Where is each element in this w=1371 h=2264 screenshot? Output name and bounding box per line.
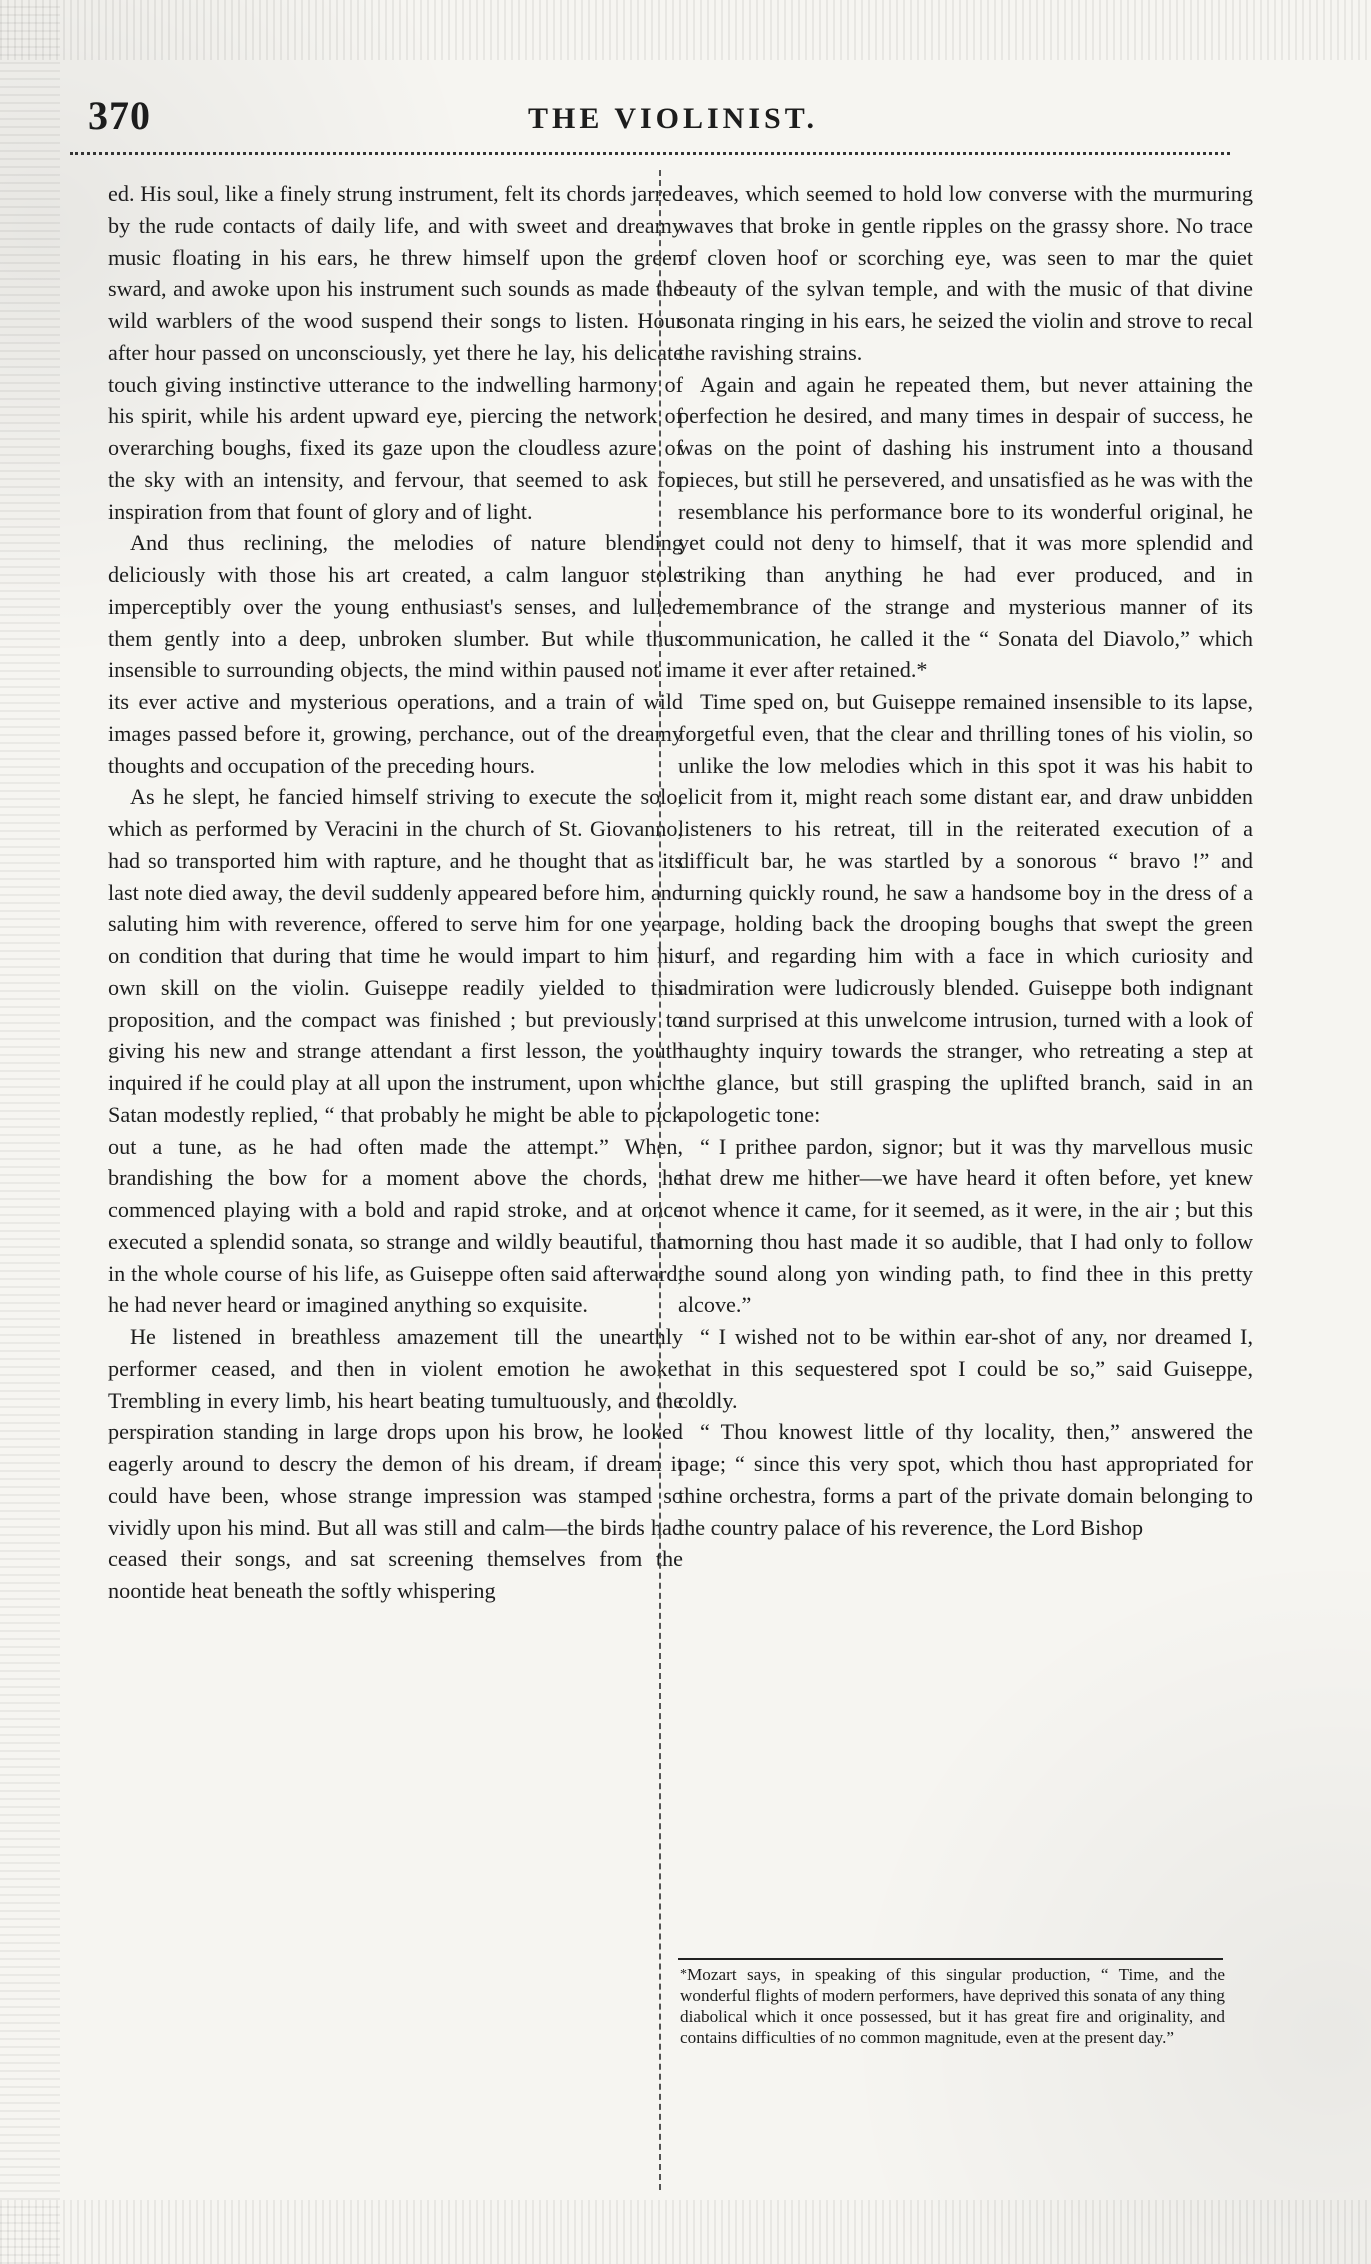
footnote — [680, 1964, 1225, 2048]
footnote-text: Mozart says, in speaking of this singular production, “ Time, and the wonderful flights of modern performers, have deprived this sonata of any thing diabolical which it once possessed, but it has great fire and originality, and contains difficulties of no common magnitude, even at the present day.” — [680, 1965, 1225, 2047]
paragraph: And thus reclining, the melodies of nature blending deliciously with those his art created, a calm languor stole imperceptibly over the young enthusiast's senses, and lulled them gently into a deep, unbroken slumber. But while thus insensible to surrounding objects, the mind within paused not in its ever active and mysterious operations, and a train of wild images passed before it, growing, perchance, out of the dreamy thoughts and occupation of the preceding hours. — [108, 530, 683, 778]
scan-noise-bottom — [0, 2200, 1371, 2264]
page-header — [88, 92, 1228, 144]
scan-noise-left — [0, 0, 60, 2264]
paragraph: “ I wished not to be within ear-shot of any, nor dreamed I, that in this sequestered spot I could be so,” said Guiseppe, coldly. — [678, 1324, 1253, 1413]
paragraph: Again and again he repeated them, but never attaining the perfection he desired, and many times in despair of success, he was on the point of dashing his instrument into a thousand pieces, but still he persevered, and unsatisfied as he was with the resemblance his performance bore to its wonderful original, he yet could not deny to himself, that it was more splendid and striking than anything he had ever produced, and in remembrance of the strange and mysterious manner of its communication, he called it the “ Sonata del Diavolo,” which name it ever after retained.* — [678, 371, 1253, 683]
footnote-rule — [678, 1958, 1223, 1960]
running-title: THE VIOLINIST. — [528, 102, 818, 135]
footnote-mark: * — [680, 1967, 687, 1982]
header-rule — [70, 152, 1230, 155]
paragraph: “ Thou knowest little of thy locality, then,” answered the page; “ since this very spot, which thou hast appropriated for thine orchestra, forms a part of the private domain belonging to the country palace of his reverence, the Lord Bishop — [678, 1419, 1253, 1540]
paragraph: “ I prithee pardon, signor; but it was thy marvellous music that drew me hither—we have heard it often before, yet knew not whence it came, for it seemed, as it were, in the air ; but this morning thou hast made it so audible, that I had only to follow the sound along yon winding path, to find thee in this pretty alcove.” — [678, 1133, 1253, 1318]
page-number: 370 — [88, 93, 151, 138]
left-column — [108, 178, 683, 1607]
column-divider — [659, 170, 661, 2190]
right-column — [678, 178, 1253, 1543]
paragraph: He listened in breathless amazement till the unearthly performer ceased, and then in violent emotion he awoke. Trembling in every limb, his heart beating tumultuously, and the perspiration standing in large drops upon his brow, he looked eagerly around to descry the demon of his dream, if dream it could have been, whose strange impression was stamped so vividly upon his mind. But all was still and calm—the birds had ceased their songs, and sat screening themselves from the noontide heat beneath the softly whispering — [108, 1324, 683, 1603]
paragraph: Time sped on, but Guiseppe remained insensible to its lapse, forgetful even, that the clear and thrilling tones of his violin, so unlike the low melodies which in this spot it was his habit to elicit from it, might reach some distant ear, and draw unbidden listeners to his retreat, till in the reiterated execution of a difficult bar, he was startled by a sonorous “ bravo !” and turning quickly round, he saw a handsome boy in the dress of a page, holding back the drooping boughs that swept the green turf, and regarding him with a face in which curiosity and admiration were ludicrously blended. Guiseppe both indignant and surprised at this unwelcome intrusion, turned with a look of haughty inquiry towards the stranger, who retreating a step at the glance, but still grasping the uplifted branch, said in an apologetic tone: — [678, 689, 1253, 1127]
scan-noise-top — [0, 0, 1371, 60]
paragraph: As he slept, he fancied himself striving to execute the solo, which as performed by Veracini in the church of St. Giovanno, had so transported him with rapture, and he thought that as its last note died away, the devil suddenly appeared before him, and saluting him with reverence, offered to serve him for one year, on condition that during that time he would impart to him his own skill on the violin. Guiseppe readily yielded to this proposition, and the compact was finished ; but previously to giving his new and strange attendant a first lesson, the youth inquired if he could play at all upon the instrument, upon which Satan modestly replied, “ that probably he might be able to pick out a tune, as he had often made the attempt.” When, brandishing the bow for a moment above the chords, he commenced playing with a bold and rapid stroke, and at once executed a splendid sonata, so strange and wildly beautiful, that in the whole course of his life, as Guiseppe often said afterward, he had never heard or imagined anything so exquisite. — [108, 784, 683, 1318]
paragraph: leaves, which seemed to hold low converse with the murmuring waves that broke in gentle ripples on the grassy shore. No trace of cloven hoof or scorching eye, was seen to mar the quiet beauty of the sylvan temple, and with the music of that divine sonata ringing in his ears, he seized the violin and strove to recal the ravishing strains. — [678, 181, 1253, 365]
paragraph: ed. His soul, like a finely strung instrument, felt its chords jarred by the rude contacts of daily life, and with sweet and dreamy music floating in his ears, he threw himself upon the green sward, and awoke upon his instrument such sounds as made the wild warblers of the wood suspend their songs to listen. Hour after hour passed on unconsciously, yet there he lay, his delicate touch giving instinctive utterance to the indwelling harmony of his spirit, while his ardent upward eye, piercing the network of overarching boughs, fixed its gaze upon the cloudless azure of the sky with an intensity, and fervour, that seemed to ask for inspiration from that fount of glory and of light. — [108, 181, 683, 524]
